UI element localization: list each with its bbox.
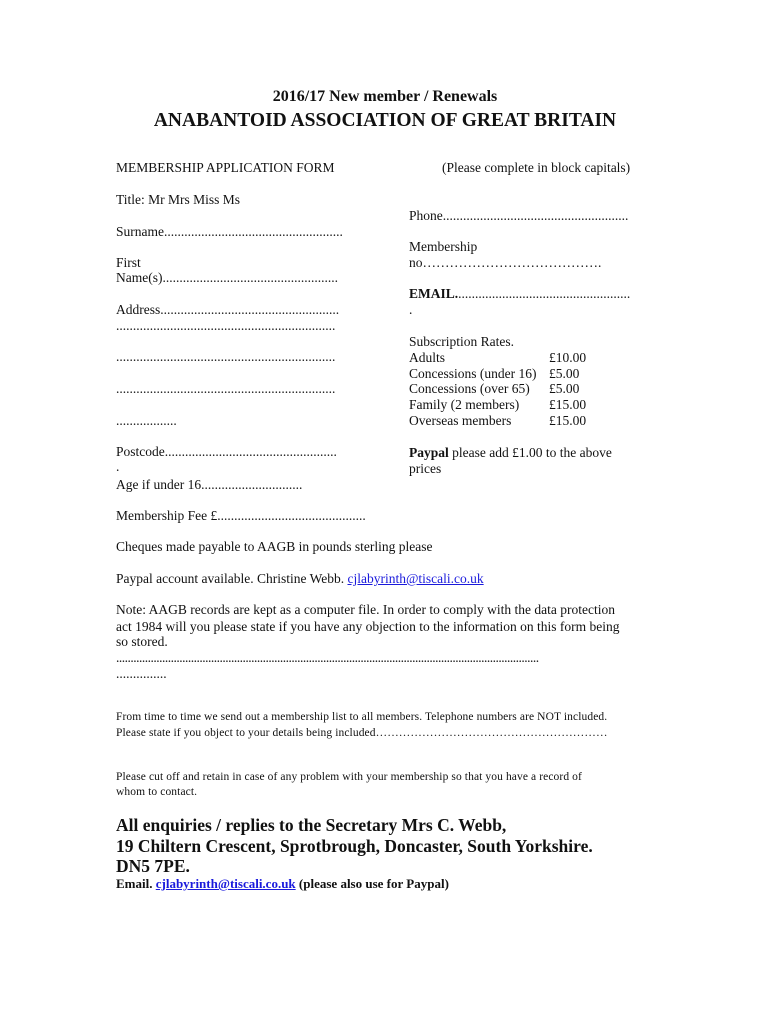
postcode-field[interactable]: Postcode................................................... — [116, 444, 337, 459]
paypal-account-note — [116, 571, 484, 587]
rate-price: £5.00 — [549, 365, 580, 381]
surname-field[interactable]: Surname..................................................... — [116, 224, 343, 239]
rate-row — [409, 413, 586, 429]
rate-price: £15.00 — [549, 397, 587, 413]
title-field[interactable]: Title: Mr Mrs Miss Ms — [116, 192, 241, 207]
paypal-fee-text-2: prices — [409, 461, 442, 476]
cutoff-note-1: Please cut off and retain in case of any problem with your membership so that you have a record of — [116, 771, 582, 783]
email-label: EMAIL. — [409, 286, 459, 301]
rate-row — [409, 397, 586, 413]
rates-heading: Subscription Rates. — [409, 334, 514, 349]
enquiries-line-3: DN5 7PE. — [116, 856, 190, 876]
rates-table — [409, 350, 586, 429]
membership-no-field[interactable]: no…………………………………. — [409, 255, 602, 270]
rate-label: Adults — [409, 350, 446, 365]
paypal-email-link[interactable]: cjlabyrinth@tiscali.co.uk — [347, 571, 484, 586]
data-protection-note-3: so stored. — [116, 634, 168, 649]
rate-label: Concessions (over 65) — [409, 381, 530, 397]
footer-email-note: (please also use for Paypal) — [295, 876, 449, 891]
address-line-3[interactable]: ................................................................. — [116, 349, 336, 364]
enquiries-line-1: All enquiries / replies to the Secretary Mrs C. Webb, — [116, 815, 507, 835]
paypal-bold-label: Paypal — [409, 445, 449, 460]
cutoff-note-2: whom to contact. — [116, 786, 198, 798]
address-line-2[interactable]: ................................................................. — [116, 318, 336, 333]
rate-row — [409, 381, 586, 397]
rate-label: Overseas members — [409, 412, 512, 428]
address-line-4[interactable]: ................................................................. — [116, 381, 336, 396]
association-title: ANABANTOID ASSOCIATION OF GREAT BRITAIN — [153, 110, 617, 131]
paypal-fee-text: please add £1.00 to the above — [448, 445, 612, 460]
block-capitals-note: (Please complete in block capitals) — [442, 160, 631, 175]
objection-field[interactable]: ................................................................................................................................................... — [116, 650, 539, 665]
footer-email-line — [116, 876, 449, 892]
first-name-field[interactable]: Name(s).................................................... — [116, 270, 338, 285]
first-name-label: First — [116, 255, 141, 270]
footer-email-label: Email. — [116, 876, 156, 891]
footer-email-link[interactable]: cjlabyrinth@tiscali.co.uk — [155, 876, 296, 891]
form-year-subtitle: 2016/17 New member / Renewals — [272, 88, 498, 105]
address-line-5[interactable]: .................. — [116, 413, 177, 428]
membership-fee-field[interactable]: Membership Fee £............................................ — [116, 508, 366, 523]
rate-row — [409, 366, 586, 382]
enquiries-line-2: 19 Chiltern Crescent, Sprotbrough, Doncaster, South Yorkshire. — [116, 836, 593, 856]
rate-price: £10.00 — [549, 350, 587, 365]
membership-list-note-1: From time to time we send out a membership list to all members. Telephone numbers are NOT included. — [116, 711, 608, 723]
objection-field-2[interactable]: ............... — [116, 666, 167, 681]
rate-label: Concessions (under 16) — [409, 365, 537, 381]
email-field-end: . — [409, 302, 413, 317]
phone-field[interactable]: Phone....................................................... — [409, 208, 629, 223]
data-protection-note-2: act 1984 will you please state if you have any objection to the information on this form being — [116, 619, 620, 634]
membership-list-note-2[interactable]: Please state if you object to your details being included…………………………………………………… — [116, 727, 608, 739]
cheques-note: Cheques made payable to AAGB in pounds sterling please — [116, 539, 433, 554]
paypal-account-text: Paypal account available. Christine Webb. — [116, 571, 348, 586]
rate-price: £5.00 — [549, 381, 580, 397]
paypal-fee-note — [409, 445, 612, 461]
rate-label: Family (2 members) — [409, 397, 520, 413]
email-dots: ................................................... — [458, 286, 631, 301]
address-field[interactable]: Address..................................................... — [116, 302, 340, 317]
age-field[interactable]: Age if under 16.............................. — [116, 477, 303, 492]
rate-price: £15.00 — [549, 412, 587, 428]
postcode-field-end: . — [116, 459, 120, 474]
email-field[interactable] — [409, 286, 630, 302]
rate-row — [409, 350, 586, 366]
form-title: MEMBERSHIP APPLICATION FORM — [116, 160, 335, 175]
membership-label: Membership — [409, 239, 478, 254]
data-protection-note-1: Note: AAGB records are kept as a computer file. In order to comply with the data protection — [116, 602, 615, 617]
